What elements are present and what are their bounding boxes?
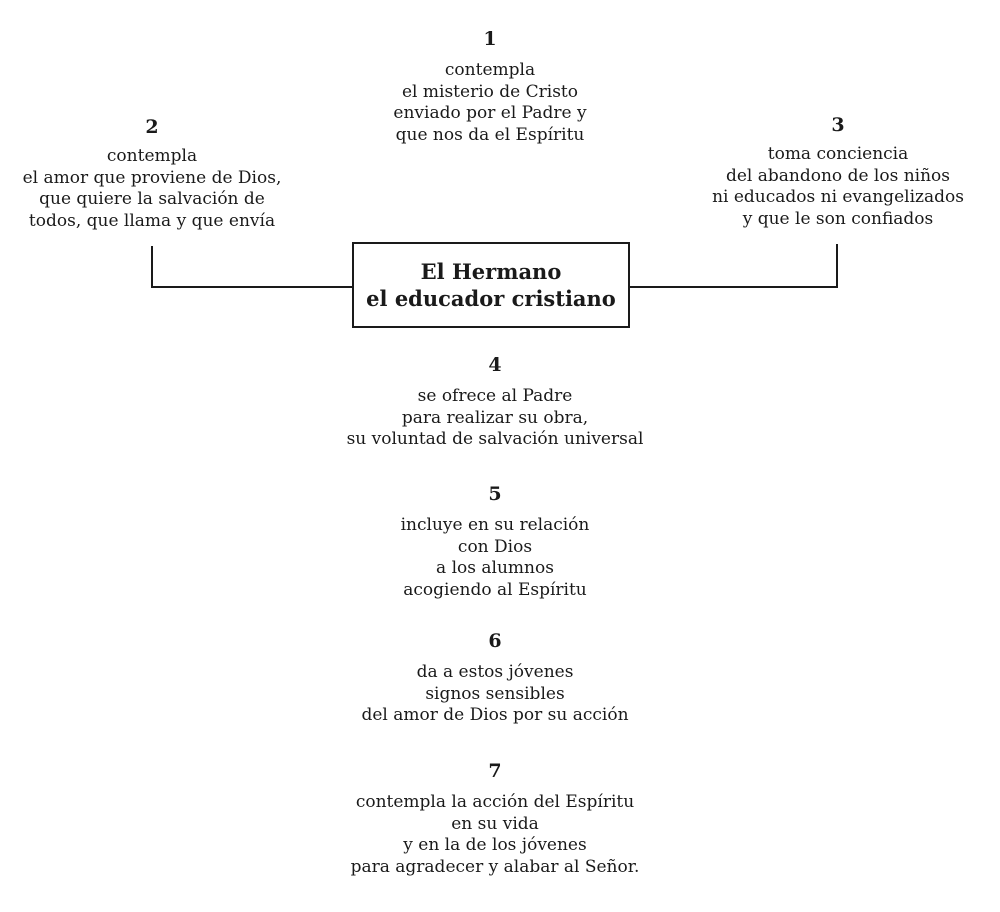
step-text-line: todos, que llama y que envía [28, 210, 276, 231]
step-text-line: con Dios [457, 536, 533, 557]
step-text-line: del amor de Dios por su acción [361, 705, 629, 725]
step-text-line: que nos da el Espíritu [395, 124, 585, 145]
step-text-line: del abandono de los niños [725, 165, 951, 186]
step-text-line: y que le son confiados [742, 208, 934, 229]
step-number: 1 [483, 28, 497, 50]
step-text-line: para realizar su obra, [401, 407, 589, 428]
step-5 [295, 483, 695, 601]
step-number: 2 [145, 116, 159, 138]
step-text-line: el amor que proviene de Dios, [22, 167, 282, 188]
step-text-line: ni educados ni evangelizados [712, 187, 964, 207]
step-1 [340, 28, 640, 146]
step-text-line: su voluntad de salvación universal [346, 429, 644, 449]
step-text-line: que quiere la salvación de [39, 189, 265, 209]
step-number: 7 [488, 760, 502, 782]
step-text-line: enviado por el Padre y [393, 103, 587, 123]
central-box [352, 242, 630, 328]
step-4 [295, 354, 695, 451]
central-title-line: El Hermano [420, 259, 562, 284]
step-6 [295, 630, 695, 727]
step-text-line: da a estos jóvenes [416, 662, 574, 682]
step-text-line: a los alumnos [436, 558, 554, 578]
step-3 [688, 114, 988, 230]
step-text-line: contempla la acción del Espíritu [355, 792, 635, 812]
step-text-line: toma conciencia [767, 144, 909, 164]
step-text-line: para agradecer y alabar al Señor. [350, 856, 640, 877]
step-text-line: se ofrece al Padre [417, 386, 573, 406]
connector-right [630, 244, 837, 287]
step-2 [2, 116, 302, 232]
central-subtitle-line: el educador cristiano [366, 286, 616, 311]
step-number: 5 [488, 483, 502, 505]
step-text-line: contempla [444, 60, 536, 80]
step-number: 3 [831, 114, 845, 136]
step-text-line: contempla [106, 146, 198, 166]
step-text-line: y en la de los jóvenes [403, 835, 587, 855]
step-text-line: en su vida [451, 813, 539, 834]
step-text-line: signos sensibles [425, 683, 565, 704]
step-text-line: acogiendo al Espíritu [403, 579, 587, 600]
step-text-line: el misterio de Cristo [402, 81, 578, 102]
step-text-line: incluye en su relación [400, 515, 590, 535]
step-number: 4 [488, 354, 502, 376]
step-7 [265, 760, 725, 878]
connector-left [152, 246, 352, 287]
step-number: 6 [488, 630, 502, 652]
